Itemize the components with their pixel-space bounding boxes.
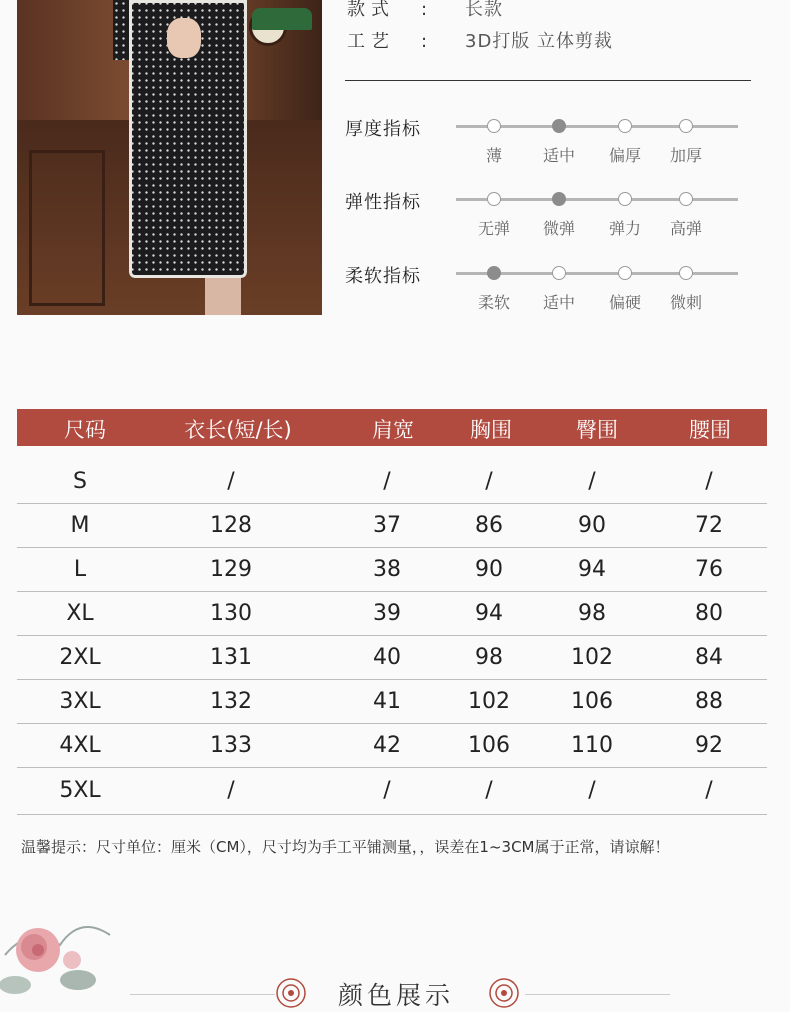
- indicator-dot: [487, 119, 501, 133]
- table-cell: 39: [373, 601, 401, 626]
- product-photo: [17, 0, 322, 315]
- table-cell: /: [485, 469, 493, 494]
- table-cell: /: [485, 778, 493, 803]
- indicator-dot: [679, 192, 693, 206]
- info-colon: :: [421, 0, 428, 20]
- table-cell: /: [588, 469, 596, 494]
- footer-line-left: [130, 994, 275, 995]
- table-cell: 37: [373, 513, 401, 538]
- info-label: 工艺: [347, 31, 395, 52]
- table-cell: 90: [578, 513, 606, 538]
- table-row: [17, 503, 767, 548]
- indicator-dot: [552, 266, 566, 280]
- table-cell: 76: [695, 557, 723, 582]
- table-cell: 106: [571, 689, 613, 714]
- indicator-dot-selected: [552, 119, 566, 133]
- table-cell: /: [383, 469, 391, 494]
- table-row: [17, 768, 767, 815]
- indicator-dot: [487, 192, 501, 206]
- indicator-dot-selected: [552, 192, 566, 206]
- indicator-dot: [618, 119, 632, 133]
- divider: [345, 80, 751, 81]
- indicator-dot: [679, 119, 693, 133]
- table-row: [17, 459, 767, 504]
- peony-flower-icon: [0, 895, 130, 1000]
- size-note: 温馨提示：尺寸单位：厘米（CM），尺寸均为手工平铺测量，，误差在1~3CM属于正常，请谅解！: [21, 838, 670, 856]
- table-row: [17, 591, 767, 636]
- info-value: 长款: [465, 0, 503, 20]
- info-row-style: [347, 0, 503, 21]
- table-cell: 128: [210, 513, 252, 538]
- table-row: [17, 723, 767, 768]
- table-row: [17, 635, 767, 680]
- cabinet-panel: [29, 150, 105, 306]
- size-label-cell: L: [73, 557, 87, 582]
- indicator-option: 高弹: [669, 219, 702, 238]
- table-cell: 133: [210, 733, 252, 758]
- table-cell: 110: [571, 733, 613, 758]
- indicator-elasticity: [345, 188, 755, 248]
- table-row: [17, 547, 767, 592]
- table-cell: 41: [373, 689, 401, 714]
- header-cell: 腰围: [689, 418, 731, 442]
- table-cell: 102: [571, 645, 613, 670]
- table-cell: 88: [695, 689, 723, 714]
- lattice-ornament-icon: [275, 977, 307, 1009]
- size-label-cell: 3XL: [59, 689, 101, 714]
- table-cell: 106: [468, 733, 510, 758]
- size-label-cell: S: [73, 469, 87, 494]
- table-cell: 92: [695, 733, 723, 758]
- table-cell: 94: [475, 601, 503, 626]
- indicator-option: 无弹: [477, 219, 510, 238]
- indicator-option: 微刺: [669, 293, 702, 312]
- size-table-header: [17, 409, 767, 446]
- table-cell: /: [705, 778, 713, 803]
- footer-line-right: [525, 994, 670, 995]
- indicator-option: 偏硬: [608, 293, 641, 312]
- table-cell: 72: [695, 513, 723, 538]
- info-row-craft: [347, 27, 613, 53]
- indicator-label: 柔软指标: [345, 266, 421, 287]
- size-label-cell: 4XL: [59, 733, 101, 758]
- indicator-thickness: [345, 115, 755, 175]
- header-cell: 肩宽: [372, 418, 414, 442]
- info-colon: :: [421, 31, 428, 52]
- header-cell: 衣长(短/长): [184, 418, 292, 442]
- indicator-dot: [618, 266, 632, 280]
- info-value: 3D打版 立体剪裁: [465, 31, 614, 52]
- indicator-dot: [679, 266, 693, 280]
- indicator-option: 弹力: [608, 219, 641, 238]
- table-cell: /: [227, 469, 235, 494]
- indicator-label: 厚度指标: [345, 119, 421, 140]
- table-cell: 130: [210, 601, 252, 626]
- size-label-cell: 5XL: [59, 778, 101, 803]
- indicator-dot-selected: [487, 266, 501, 280]
- table-cell: 102: [468, 689, 510, 714]
- table-cell: 38: [373, 557, 401, 582]
- table-cell: 131: [210, 645, 252, 670]
- table-cell: 84: [695, 645, 723, 670]
- model-legs: [205, 278, 241, 315]
- indicator-option: 适中: [542, 146, 575, 165]
- size-label-cell: 2XL: [59, 645, 101, 670]
- header-cell: 胸围: [470, 418, 512, 442]
- green-lamp: [252, 8, 312, 30]
- table-cell: /: [383, 778, 391, 803]
- table-cell: 40: [373, 645, 401, 670]
- indicator-option: 加厚: [669, 146, 702, 165]
- size-label-cell: M: [70, 513, 90, 538]
- info-label: 款式: [347, 0, 395, 20]
- table-cell: 90: [475, 557, 503, 582]
- table-cell: 129: [210, 557, 252, 582]
- table-cell: 98: [578, 601, 606, 626]
- table-cell: 80: [695, 601, 723, 626]
- table-cell: /: [588, 778, 596, 803]
- section-title: 颜色展示: [338, 981, 455, 1010]
- indicator-option: 偏厚: [608, 146, 641, 165]
- indicator-dot: [618, 192, 632, 206]
- table-cell: 98: [475, 645, 503, 670]
- header-cell: 臀围: [576, 418, 618, 442]
- indicator-option: 适中: [542, 293, 575, 312]
- indicator-option: 薄: [485, 146, 502, 165]
- indicator-label: 弹性指标: [345, 192, 421, 213]
- size-label-cell: XL: [66, 601, 94, 626]
- lattice-ornament-icon: [488, 977, 520, 1009]
- indicator-option: 微弹: [542, 219, 575, 238]
- table-cell: /: [705, 469, 713, 494]
- table-cell: /: [227, 778, 235, 803]
- table-cell: 42: [373, 733, 401, 758]
- indicator-softness: [345, 262, 755, 322]
- header-cell: 尺码: [64, 418, 106, 442]
- model-hands: [167, 18, 201, 58]
- table-cell: 86: [475, 513, 503, 538]
- table-cell: 132: [210, 689, 252, 714]
- table-cell: 94: [578, 557, 606, 582]
- table-row: [17, 679, 767, 724]
- indicator-option: 柔软: [477, 293, 510, 312]
